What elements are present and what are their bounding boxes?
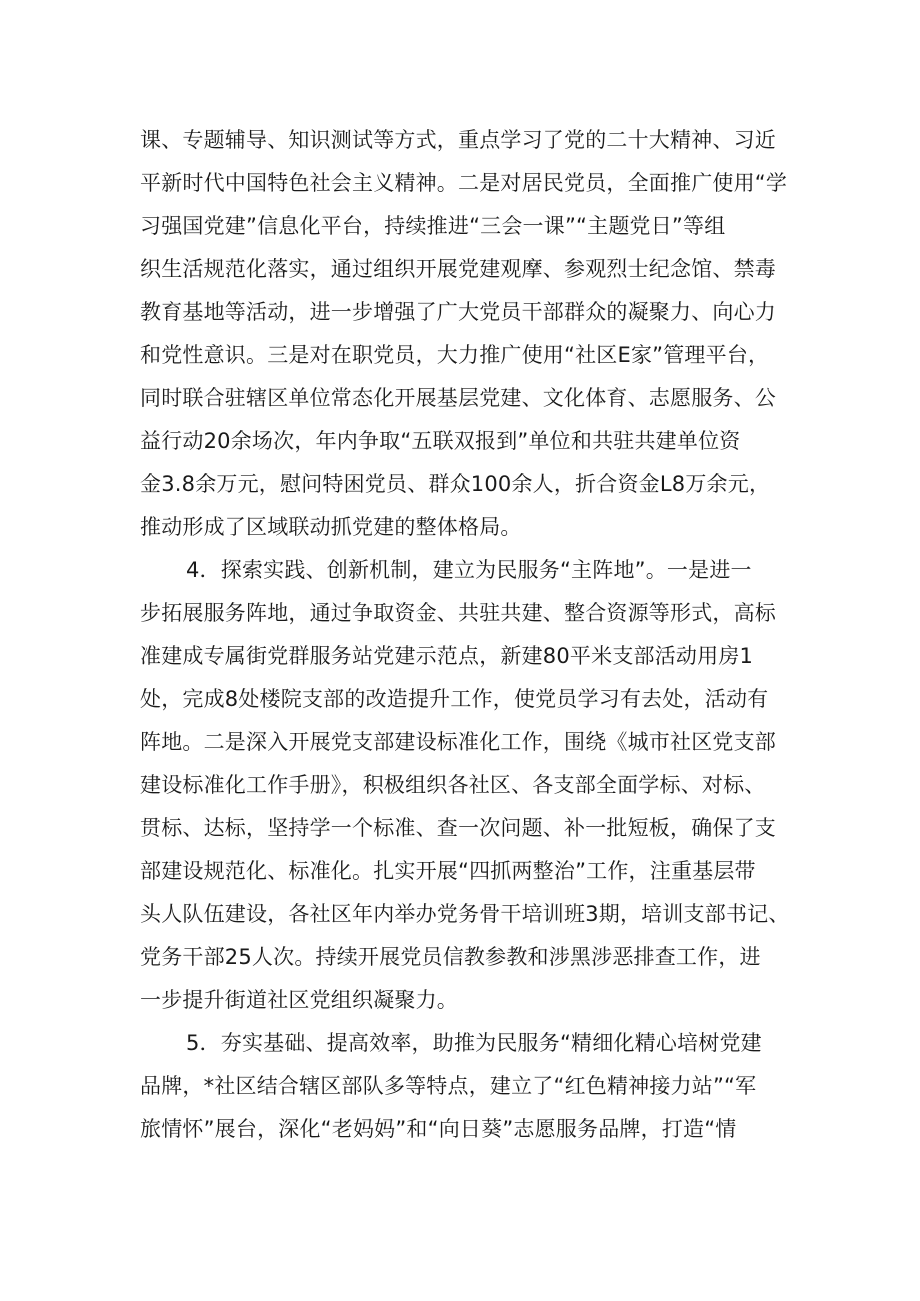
text-line: 益行动20余场次，年内争取“五联双报到”单位和共驻共建单位资 xyxy=(140,429,741,453)
text-line: 平新时代中国特色社会主义精神。二是对居民党员，全面推广使用“学 xyxy=(140,171,788,195)
text-line: 建设标准化工作手册》，积极组织各社区、各支部全面学标、对标、 xyxy=(140,773,766,797)
text-line: 头人队伍建设，各社区年内举办党务骨干培训班3期，培训支部书记、 xyxy=(140,902,790,926)
text-line: 和党性意识。三是对在职党员，大力推广使用“社区E家”管理平台， xyxy=(140,343,770,367)
text-line: 旅情怀”展台，深化“老妈妈”和“向日葵”志愿服务品牌，打造“情 xyxy=(140,1117,737,1141)
text-line: 金3.8余万元，慰问特困党员、群众100余人，折合资金L8万余元， xyxy=(140,472,771,496)
text-line: 课、专题辅导、知识测试等方式，重点学习了党的二十大精神、习近 xyxy=(140,128,776,152)
text-line: 推动形成了区域联动抓党建的整体格局。 xyxy=(140,515,522,539)
text-line: 处，完成8处楼院支部的改造提升工作，使党员学习有去处，活动有 xyxy=(140,687,769,711)
text-line: 习强国党建”信息化平台，持续推进“三会一课”“主题党日”等组 xyxy=(140,214,726,238)
text-line: 品牌，*社区结合辖区部队多等特点，建立了“红色精神接力站”“军 xyxy=(140,1074,757,1098)
text-line: 党务干部25人次。持续开展党员信教参教和涉黑涉恶排查工作，进 xyxy=(140,945,761,969)
text-line: 织生活规范化落实，通过组织开展党建观摩、参观烈士纪念馆、禁毒 xyxy=(140,257,776,281)
section-heading-line: 4．探索实践、创新机制，建立为民服务“主阵地”。一是进一 xyxy=(186,558,752,582)
text-line: 阵地。二是深入开展党支部建设标准化工作，围绕《城市社区党支部 xyxy=(140,730,776,754)
section-heading-line: 5．夯实基础、提高效率，助推为民服务“精细化精心培树党建 xyxy=(186,1031,762,1055)
text-line: 贯标、达标，坚持学一个标准、查一次问题、补一批短板，确保了支 xyxy=(140,816,776,840)
text-line: 同时联合驻辖区单位常态化开展基层党建、文化体育、志愿服务、公 xyxy=(140,386,776,410)
text-line: 步拓展服务阵地，通过争取资金、共驻共建、整合资源等形式，高标 xyxy=(140,601,776,625)
text-line: 一步提升街道社区党组织凝聚力。 xyxy=(140,988,458,1012)
text-line: 准建成专属街党群服务站党建示范点，新建80平米支部活动用房1 xyxy=(140,644,754,668)
text-line: 教育基地等活动，进一步增强了广大党员干部群众的凝聚力、向心力 xyxy=(140,300,776,324)
text-line: 部建设规范化、标准化。扎实开展“四抓两整治”工作，注重基层带 xyxy=(140,859,756,883)
